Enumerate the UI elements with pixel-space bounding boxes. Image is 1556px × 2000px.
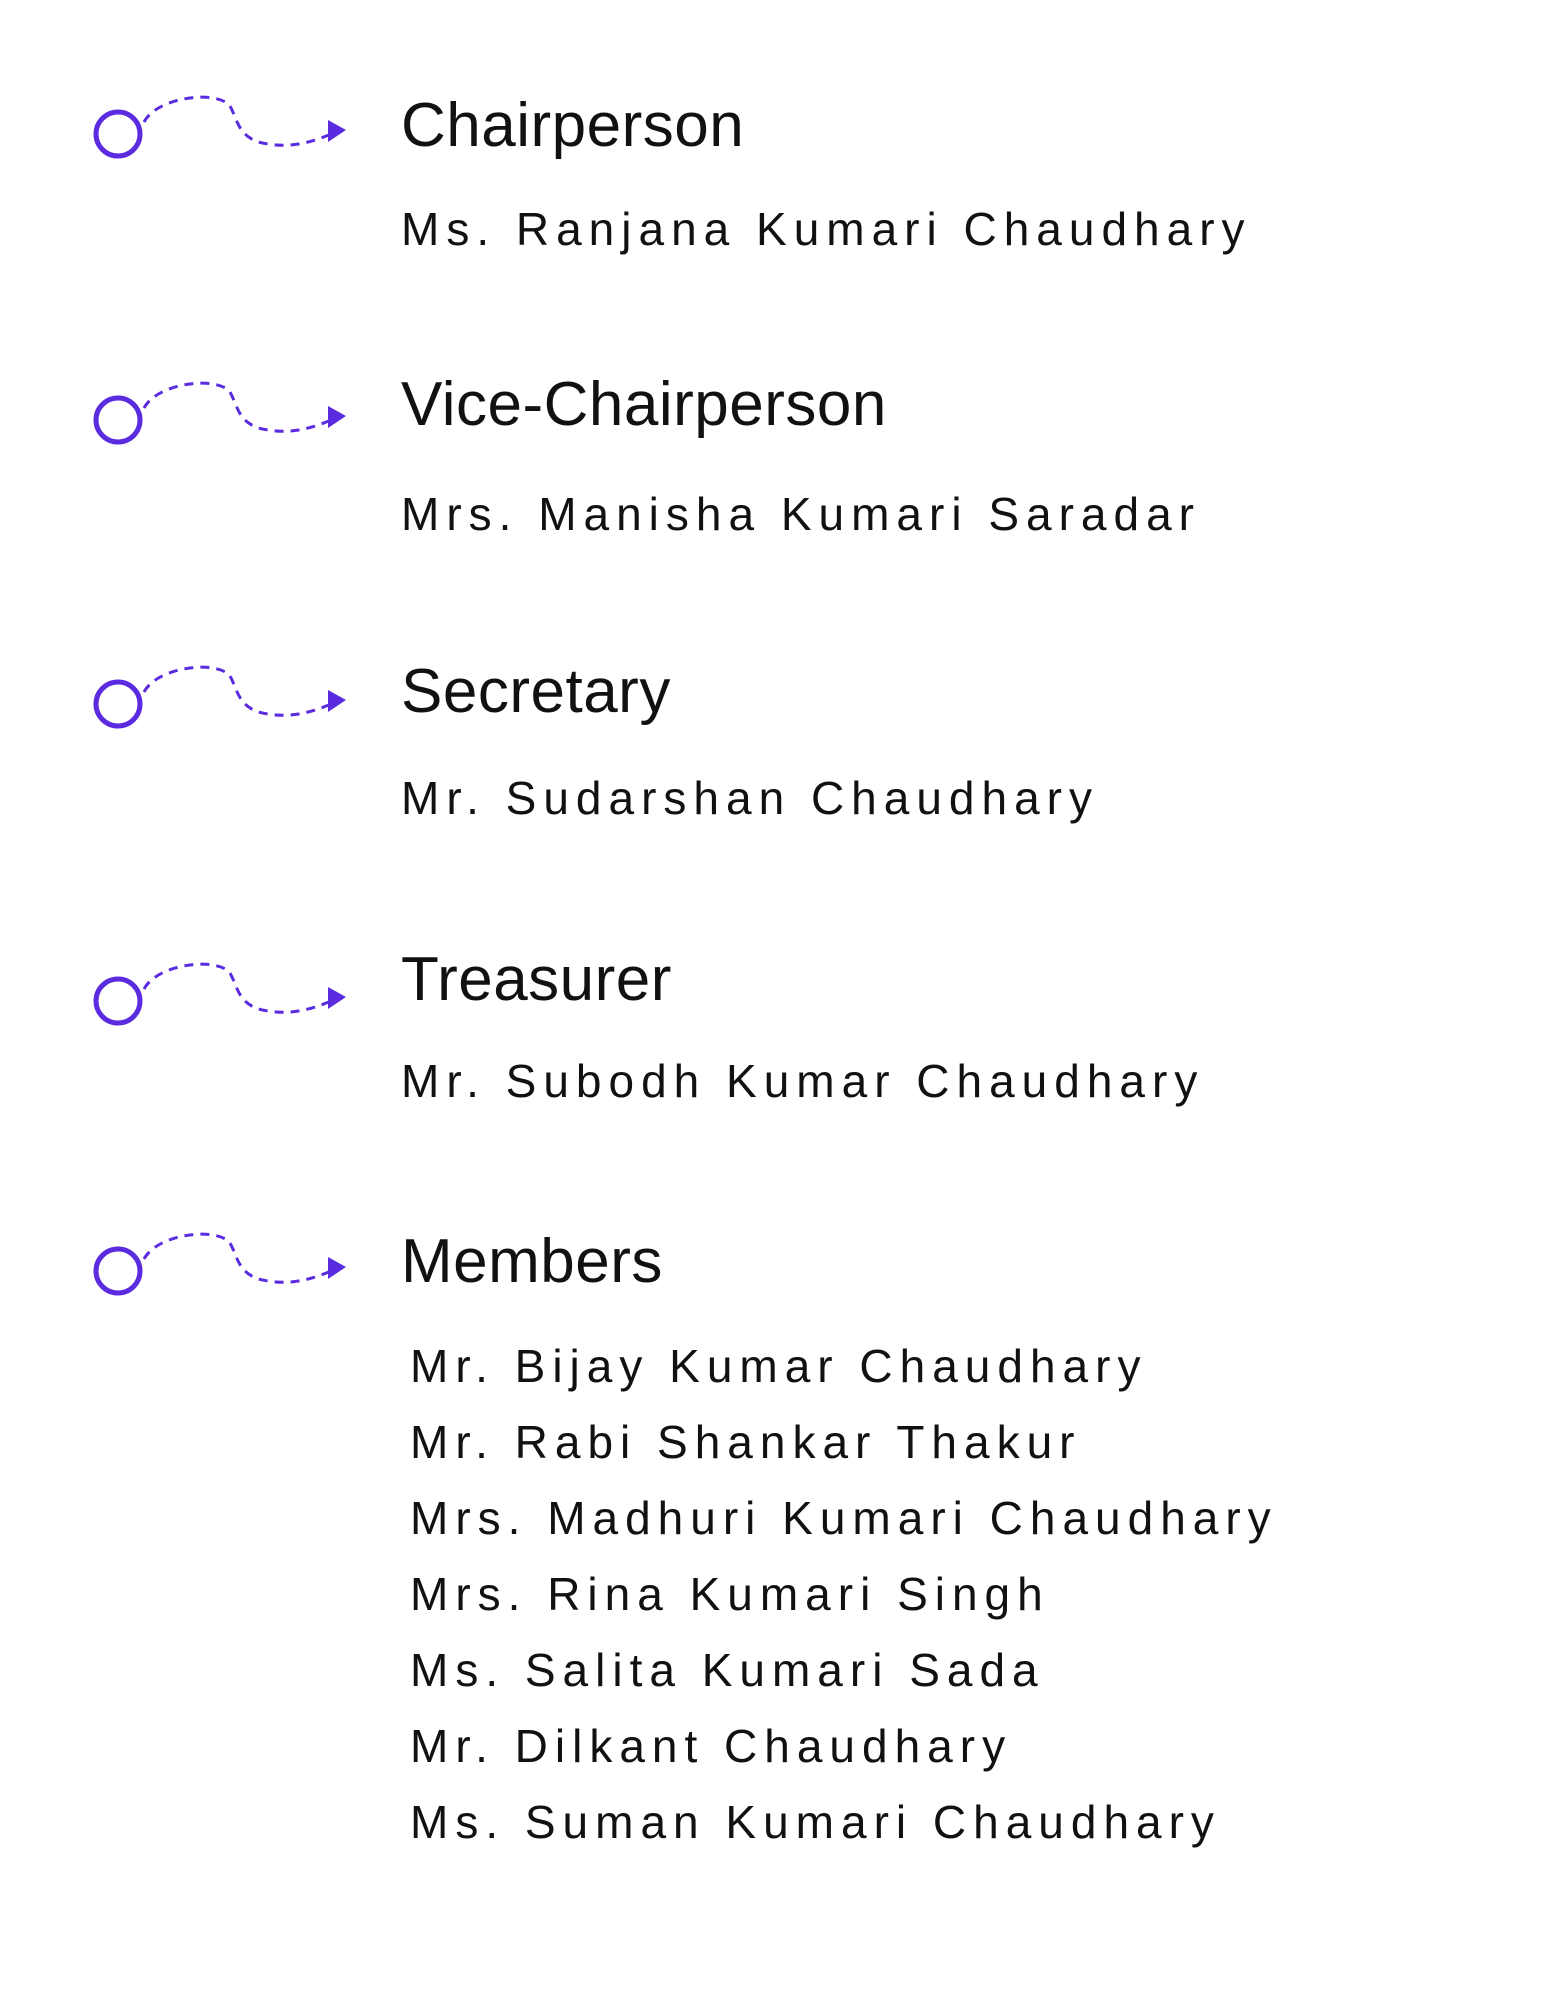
- person-name: Mr. Sudarshan Chaudhary: [401, 772, 1099, 824]
- member-name: Mrs. Madhuri Kumari Chaudhary: [410, 1492, 1278, 1544]
- member-name: Ms. Suman Kumari Chaudhary: [410, 1796, 1221, 1848]
- person-name: Mrs. Manisha Kumari Saradar: [401, 488, 1201, 540]
- members-list: [410, 1328, 1278, 1860]
- role-title: Members: [401, 1227, 663, 1296]
- member-name: Mr. Rabi Shankar Thakur: [410, 1416, 1082, 1468]
- member-name: Ms. Salita Kumari Sada: [410, 1644, 1045, 1696]
- circle-dashed-arrow-icon: [88, 90, 348, 170]
- member-name: Mr. Bijay Kumar Chaudhary: [410, 1340, 1148, 1392]
- role-title: Chairperson: [401, 91, 745, 160]
- circle-dashed-arrow-icon: [88, 376, 348, 456]
- circle-dashed-arrow-icon: [88, 1227, 348, 1307]
- circle-dashed-arrow-icon: [88, 957, 348, 1037]
- role-title: Treasurer: [401, 945, 672, 1014]
- role-title: Secretary: [401, 657, 671, 726]
- member-name: Mrs. Rina Kumari Singh: [410, 1568, 1050, 1620]
- person-name: Ms. Ranjana Kumari Chaudhary: [401, 203, 1252, 255]
- member-name: Mr. Dilkant Chaudhary: [410, 1720, 1013, 1772]
- role-title: Vice-Chairperson: [401, 370, 887, 439]
- person-name: Mr. Subodh Kumar Chaudhary: [401, 1055, 1205, 1107]
- circle-dashed-arrow-icon: [88, 660, 348, 740]
